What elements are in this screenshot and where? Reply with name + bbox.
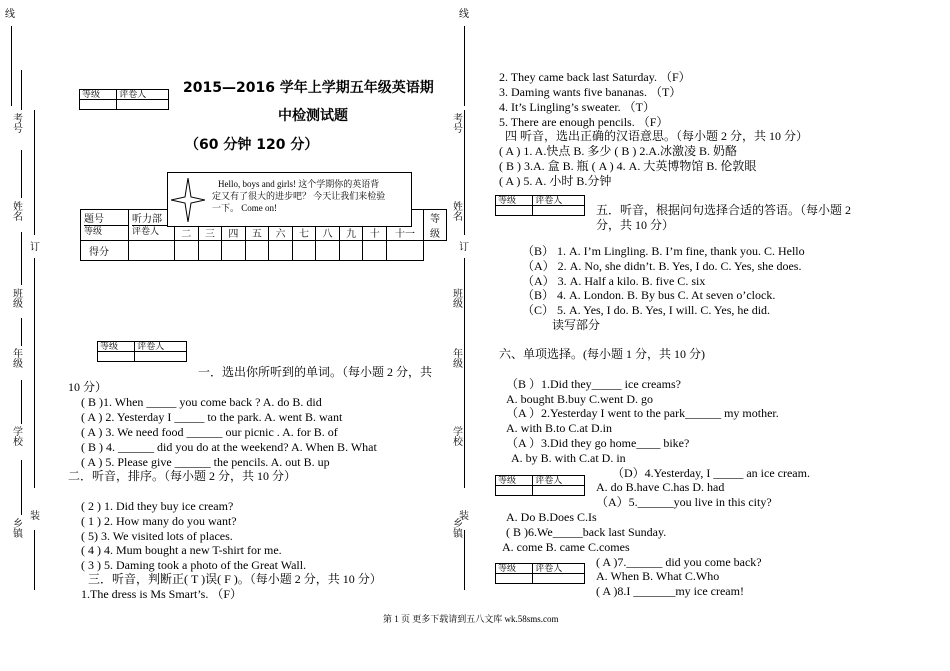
- binding-blank: [21, 232, 22, 285]
- section3-heading: 三．听音，判断正( T )误( F )。（每小题 2 分，共 10 分）: [88, 572, 382, 586]
- binding-label-kaohao: 考号: [13, 114, 23, 135]
- binding-label-xuexiao: 学校: [453, 427, 463, 448]
- section1-heading-cont: 10 分）: [68, 380, 108, 394]
- grade-cell[interactable]: [98, 352, 135, 362]
- question-item: ( 2 ) 1. Did they buy ice cream?: [81, 499, 234, 513]
- welcome-line3: 一下。 Come on!: [212, 203, 277, 213]
- question-item: 2. They came back last Saturday. （F）: [499, 70, 691, 84]
- binding-blank: [21, 150, 22, 198]
- binding-line: [464, 258, 465, 488]
- section5-heading-cont: 分，共 10 分）: [596, 218, 675, 232]
- binding-label-banji: 班级: [453, 289, 463, 310]
- grade-box: [79, 89, 169, 110]
- score-col-label: 五: [251, 229, 262, 240]
- grader-label: 评卷人: [533, 196, 585, 206]
- question-item: （D）4.Yesterday, I _____ an ice cream.: [612, 466, 810, 480]
- binding-label-ding: 订: [459, 242, 469, 253]
- grade-label: 等级: [80, 90, 117, 100]
- binding-label-xiangzhen: 乡镇: [453, 519, 463, 540]
- question-options: A. When B. What C.Who: [596, 569, 720, 583]
- score-col-label: 八: [322, 229, 333, 240]
- score-cell[interactable]: [316, 241, 340, 261]
- score-header-tihao: [81, 210, 129, 241]
- question-item: ( A ) 5. A. 小时 B.分钟: [499, 174, 612, 188]
- question-item: ( B ) 4. ______ did you do at the weekend? A. When B. What: [81, 440, 377, 454]
- score-cell[interactable]: [269, 241, 293, 261]
- score-label-pingjuan: 评卷人: [132, 225, 174, 236]
- grade-label: 等级: [496, 476, 533, 486]
- score-cell[interactable]: [129, 241, 175, 261]
- grade-box: [97, 341, 187, 362]
- binding-label-zhuang: 装: [30, 511, 40, 522]
- grade-label: 等级: [496, 196, 533, 206]
- question-item: ( 1 ) 2. How many do you want?: [81, 514, 237, 528]
- grade-box: [495, 195, 585, 216]
- score-cell[interactable]: [175, 241, 199, 261]
- grade-box: [495, 563, 585, 584]
- score-cell[interactable]: [363, 241, 387, 261]
- binding-blank: [21, 460, 22, 515]
- score-col-label: 四: [228, 229, 239, 240]
- page-footer: 第 1 页 更多下载请到五八文库 wk.58sms.com: [383, 614, 559, 624]
- question-item: （B） 1. A. I’m Lingling. B. I’m fine, thank you. C. Hello: [522, 244, 805, 258]
- question-options: A. Do B.Does C.Is: [506, 510, 597, 524]
- score-col-label: 七: [299, 229, 309, 240]
- question-item: ( 5) 3. We visited lots of places.: [81, 529, 233, 543]
- question-options: A. by B. with C.at D. in: [511, 451, 626, 465]
- question-item: （B ）1.Did they_____ ice creams?: [506, 377, 681, 391]
- binding-blank: [21, 380, 22, 424]
- binding-line-mark: 线: [5, 9, 15, 20]
- score-col-label: 三: [204, 229, 215, 240]
- question-item: （A ）2.Yesterday I went to the park______ my mother.: [506, 406, 779, 420]
- score-col-label: 九: [346, 229, 357, 240]
- score-label-dengji: 等级: [84, 225, 128, 236]
- question-item: （B） 4. A. London. B. By bus C. At seven o’clock.: [522, 288, 776, 302]
- binding-label-xingming: 姓名: [13, 202, 23, 223]
- grade-label: 等级: [98, 342, 135, 352]
- star-icon: [171, 178, 205, 222]
- score-cell[interactable]: [292, 241, 316, 261]
- question-options: A. bought B.buy C.went D. go: [506, 392, 653, 406]
- exam-duration-score: （60 分钟 120 分）: [185, 137, 319, 153]
- section2-heading: 二．听音，排序。（每小题 2 分，共 10 分）: [68, 469, 297, 483]
- binding-label-xiangzhen: 乡镇: [13, 519, 23, 540]
- grader-label: 评卷人: [533, 564, 585, 574]
- exam-title-line2: 中检测试题: [278, 108, 348, 124]
- binding-label-xuexiao: 学校: [13, 427, 23, 448]
- question-item: ( A )8.I _______my ice cream!: [596, 584, 744, 598]
- binding-line: [34, 258, 35, 488]
- grade-label: 等级: [496, 564, 533, 574]
- score-row-label: [81, 241, 129, 261]
- question-item: 1.The dress is Ms Smart’s. （F）: [81, 587, 243, 601]
- score-grade-label-2: 级: [430, 229, 440, 240]
- score-col-label: 六: [275, 229, 286, 240]
- question-item: ( A ) 3. We need food ______ our picnic . A. for B. of: [81, 425, 338, 439]
- welcome-line2: 定又有了很大的进步吧？ 今天让我们来检验: [212, 191, 386, 201]
- score-grade-label-1: 等: [430, 214, 440, 225]
- section4-heading: 四 听音，选出正确的汉语意思。（每小题 2 分，共 10 分）: [505, 129, 809, 143]
- grader-label: 评卷人: [135, 342, 187, 352]
- question-item: ( A ) 1. A.快点 B. 多少 ( B ) 2.A.冰激凌 B. 奶酪: [499, 144, 738, 158]
- grader-label: 评卷人: [533, 476, 585, 486]
- binding-label-xingming: 姓名: [453, 202, 463, 223]
- question-options: A. with B.to C.at D.in: [506, 421, 613, 435]
- grader-cell[interactable]: [533, 206, 585, 216]
- grade-box: [495, 475, 585, 496]
- question-item: （C） 5. A. Yes, I do. B. Yes, I will. C. Yes, he did.: [522, 303, 771, 317]
- question-item: 5. There are enough pencils. （F）: [499, 115, 669, 129]
- section6-heading: 六、单项选择。(每小题 1 分，共 10 分): [499, 347, 705, 361]
- binding-label-banji: 班级: [13, 289, 23, 310]
- question-item: （A）5.______you live in this city?: [596, 495, 772, 509]
- section5-heading: 五．听音，根据问句选择合适的答语。（每小题 2: [596, 203, 852, 217]
- score-cell[interactable]: [339, 241, 363, 261]
- binding-label-nianji: 年级: [453, 349, 463, 370]
- grader-label: 评卷人: [117, 90, 169, 100]
- binding-line: [34, 530, 35, 590]
- score-col-label: 二: [181, 229, 192, 240]
- question-item: ( 4 ) 4. Mum bought a new T-shirt for me.: [81, 543, 282, 557]
- exam-title-line1: 2015—2016 学年上学期五年级英语期: [183, 80, 434, 96]
- question-options: A. do B.have C.has D. had: [596, 480, 725, 494]
- binding-line: [34, 110, 35, 235]
- score-label-defen: 得分: [89, 247, 109, 258]
- score-col-grade: [424, 210, 447, 241]
- score-label-tihao: 题号: [84, 214, 104, 225]
- reading-writing-label: 读写部分: [552, 318, 601, 332]
- binding-line: [464, 530, 465, 590]
- binding-line: [464, 110, 465, 235]
- binding-blank: [21, 318, 22, 346]
- question-item: ( A ) 2. Yesterday I _____ to the park. A. went B. want: [81, 410, 343, 424]
- question-item: ( B ) 3.A. 盒 B. 瓶 ( A ) 4. A. 大英博物馆 B. 伦敦眼: [499, 159, 757, 173]
- question-options: A. come B. came C.comes: [502, 540, 630, 554]
- score-cell[interactable]: [387, 241, 424, 261]
- grader-cell[interactable]: [117, 100, 169, 110]
- score-cell[interactable]: [222, 241, 246, 261]
- question-item: 3. Daming wants five bananas. （T）: [499, 85, 682, 99]
- section1-heading: 一．选出你所听到的单词。（每小题 2 分，共: [198, 365, 433, 379]
- score-label-tingli: 听力部: [132, 214, 162, 225]
- binding-blank: [21, 70, 22, 110]
- score-cell[interactable]: [245, 241, 269, 261]
- grade-cell[interactable]: [496, 574, 533, 584]
- question-item: ( A )7.______ did you come back?: [596, 555, 762, 569]
- welcome-box: [167, 172, 412, 227]
- question-item: （A ）3.Did they go home____ bike?: [506, 436, 690, 450]
- question-item: ( 3 ) 5. Daming took a photo of the Great Wall.: [81, 558, 307, 572]
- grade-cell[interactable]: [496, 206, 533, 216]
- grader-cell[interactable]: [533, 486, 585, 496]
- binding-line: [11, 26, 12, 106]
- question-item: （A） 2. A. No, she didn’t. B. Yes, I do. C. Yes, she does.: [522, 259, 802, 273]
- question-item: （A） 3. A. Half a kilo. B. five C. six: [522, 274, 706, 288]
- score-col-label: 十: [369, 229, 380, 240]
- grade-cell[interactable]: [80, 100, 117, 110]
- binding-label-zhuang: 装: [459, 511, 469, 522]
- binding-line: [464, 26, 465, 106]
- welcome-line1: Hello, boys and girls! 这个学期你的英语背: [218, 179, 380, 189]
- question-item: ( A ) 5. Please give ______ the pencils. A. out B. up: [81, 455, 330, 469]
- score-cell[interactable]: [198, 241, 222, 261]
- binding-label-kaohao: 考号: [453, 114, 463, 135]
- binding-line-mark: 线: [459, 9, 469, 20]
- grade-cell[interactable]: [496, 486, 533, 496]
- question-item: 4. It’s Lingling’s sweater. （T）: [499, 100, 655, 114]
- question-item: ( B )6.We_____back last Sunday.: [506, 525, 667, 539]
- grader-cell[interactable]: [533, 574, 585, 584]
- question-item: ( B )1. When _____ you come back ? A. do B. did: [81, 395, 322, 409]
- binding-label-ding: 订: [30, 242, 40, 253]
- grader-cell[interactable]: [135, 352, 187, 362]
- score-col-label: 十一: [395, 229, 415, 240]
- binding-label-nianji: 年级: [13, 349, 23, 370]
